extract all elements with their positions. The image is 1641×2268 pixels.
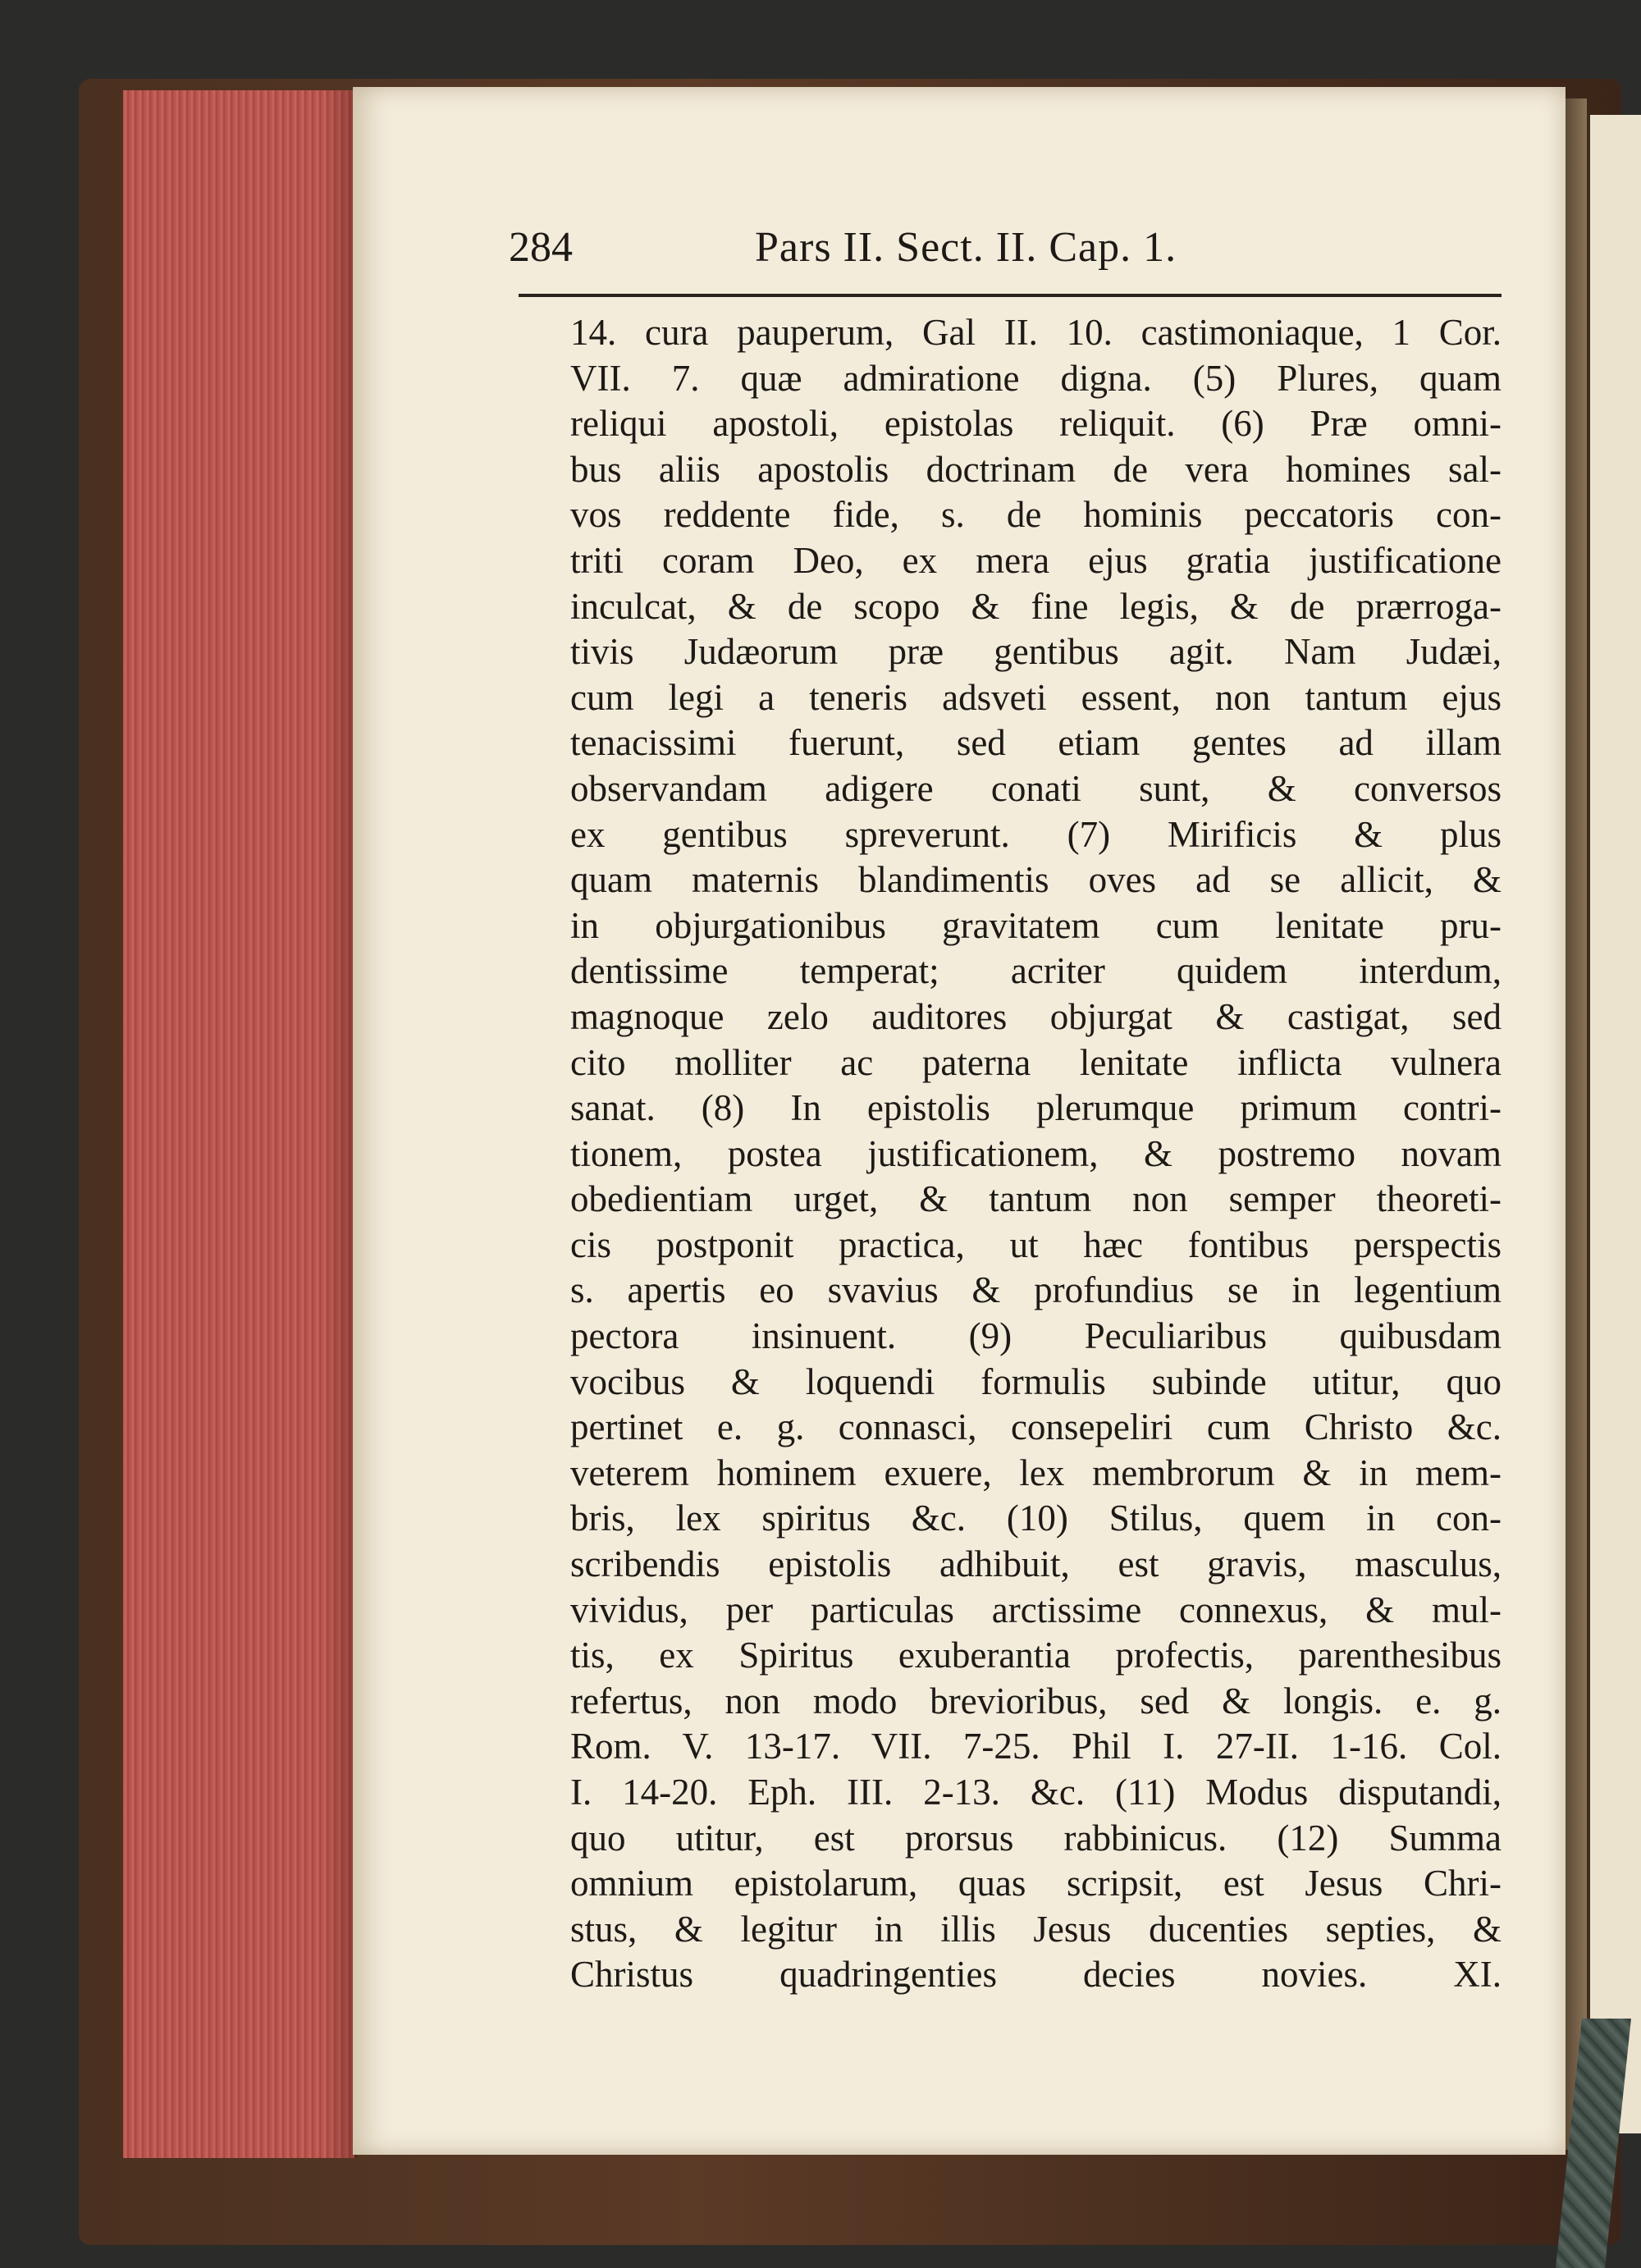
text-line: s. apertis eo svavius & profundius se in legentium — [570, 1269, 1502, 1311]
text-line: ex gentibus spreverunt. (7) Mirificis & plus — [570, 813, 1502, 855]
header-rule — [519, 294, 1502, 297]
text-line: in objurgationibus gravitatem cum lenitate pru- — [570, 904, 1502, 946]
text-line: 14. cura pauperum, Gal II. 10. castimoniaque, 1 Cor. — [570, 312, 1502, 353]
text-body — [570, 310, 1502, 1998]
text-line: vocibus & loquendi formulis subinde utitur, quo — [570, 1360, 1502, 1402]
text-line: pertinet e. g. connasci, consepeliri cum Christo &c. — [570, 1406, 1502, 1448]
text-line: cito molliter ac paterna lenitate inflicta vulnera — [570, 1041, 1502, 1083]
text-line: cum legi a teneris adsveti essent, non tantum ejus — [570, 676, 1502, 718]
text-line: Christus quadringenties decies novies. XI. — [570, 1954, 1502, 1996]
text-line: tionem, postea justificationem, & postremo novam — [570, 1132, 1502, 1174]
text-line: bris, lex spiritus &c. (10) Stilus, quem in con- — [570, 1498, 1502, 1539]
text-line: pectora insinuent. (9) Peculiaribus quibusdam — [570, 1315, 1502, 1357]
text-line: quam maternis blandimentis oves ad se allicit, & — [570, 859, 1502, 901]
page-edge-shadow — [324, 90, 357, 2158]
text-line: sanat. (8) In epistolis plerumque primum contri- — [570, 1087, 1502, 1129]
text-line: magnoque zelo auditores objurgat & castigat, sed — [570, 995, 1502, 1037]
text-line: reliqui apostoli, epistolas reliquit. (6) Præ omni- — [570, 403, 1502, 445]
page-edge-gilt — [123, 90, 354, 2158]
text-line: cis postponit practica, ut hæc fontibus perspectis — [570, 1223, 1502, 1265]
text-line: refertus, non modo brevioribus, sed & longis. e. g. — [570, 1680, 1502, 1722]
book-gutter — [1566, 98, 1587, 2150]
text-line: vividus, per particulas arctissime connexus, & mul- — [570, 1589, 1502, 1630]
text-line: obedientiam urget, & tantum non semper theoreti- — [570, 1178, 1502, 1220]
text-line: dentissime temperat; acriter quidem interdum, — [570, 950, 1502, 992]
text-line: omnium epistolarum, quas scripsit, est Jesus Chri- — [570, 1863, 1502, 1904]
facing-page-edge — [1587, 115, 1641, 2133]
text-line: tis, ex Spiritus exuberantia profectis, parenthesibus — [570, 1635, 1502, 1676]
text-line: quo utitur, est prorsus rabbinicus. (12) Summa — [570, 1817, 1502, 1859]
running-head: Pars II. Sect. II. Cap. 1. — [755, 224, 1177, 271]
text-line: tenacissimi fuerunt, sed etiam gentes ad illam — [570, 722, 1502, 764]
text-line: scribendis epistolis adhibuit, est gravis, masculus, — [570, 1543, 1502, 1585]
text-line: bus aliis apostolis doctrinam de vera homines sal- — [570, 448, 1502, 490]
text-line: stus, & legitur in illis Jesus ducenties septies, & — [570, 1908, 1502, 1950]
text-line: I. 14-20. Eph. III. 2-13. &c. (11) Modus disputandi, — [570, 1772, 1502, 1813]
text-line: vos reddente fide, s. de hominis peccatoris con- — [570, 494, 1502, 536]
text-line: inculcat, & de scopo & fine legis, & de prærroga- — [570, 585, 1502, 627]
text-line: observandam adigere conati sunt, & conversos — [570, 767, 1502, 809]
page-header — [509, 223, 1510, 281]
page-number: 284 — [509, 224, 573, 271]
text-line: veterem hominem exuere, lex membrorum & in mem- — [570, 1452, 1502, 1493]
text-line: Rom. V. 13-17. VII. 7-25. Phil I. 27-II. 1-16. Col. — [570, 1726, 1502, 1767]
text-line: triti coram Deo, ex mera ejus gratia justificatione — [570, 539, 1502, 581]
text-line: VII. 7. quæ admiratione digna. (5) Plures, quam — [570, 357, 1502, 399]
text-line: tivis Judæorum præ gentibus agit. Nam Judæi, — [570, 631, 1502, 673]
